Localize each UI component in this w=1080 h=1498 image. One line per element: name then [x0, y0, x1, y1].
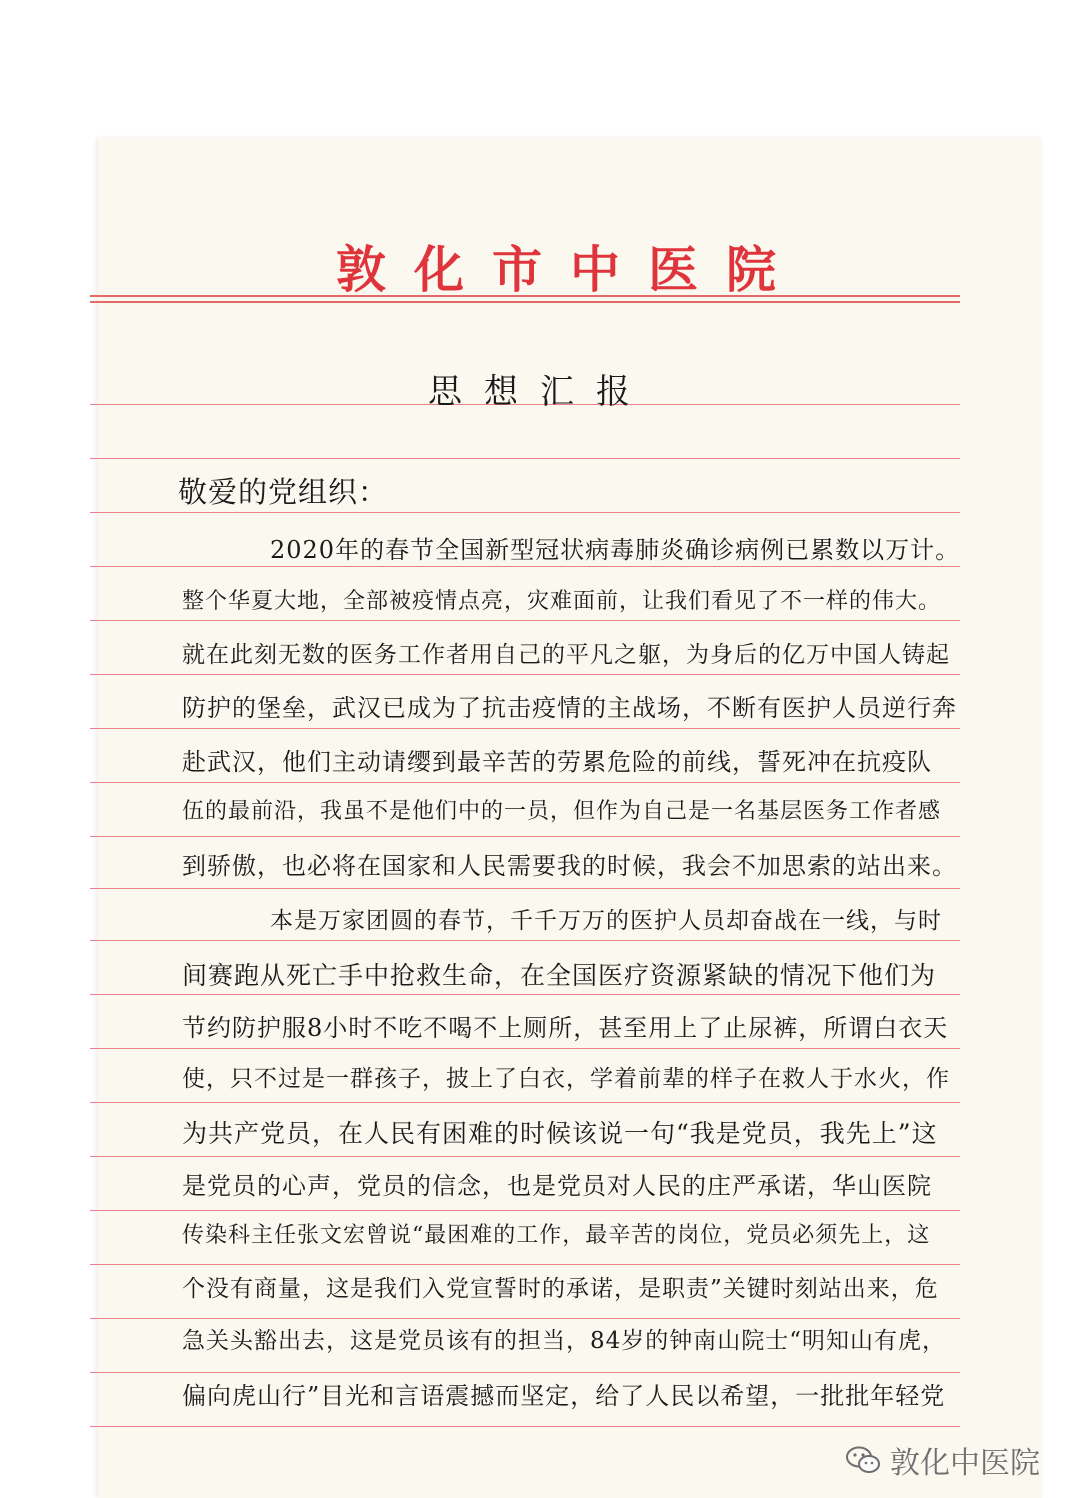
body-line: 就在此刻无数的医务工作者用自己的平凡之躯，为身后的亿万中国人铸起: [182, 642, 950, 668]
ruled-line: [90, 994, 960, 995]
ruled-line: [90, 782, 960, 783]
body-line: 急关头豁出去，这是党员该有的担当，84岁的钟南山院士“明知山有虎，: [182, 1328, 947, 1354]
body-line: 是党员的心声，党员的信念，也是党员对人民的庄严承诺，华山医院: [182, 1172, 932, 1200]
ruled-line: [90, 940, 960, 941]
body-line: 2020年的春节全国新型冠状病毒肺炎确诊病例已累数以万计。: [270, 536, 961, 564]
body-line: 赴武汉，他们主动请缨到最辛苦的劳累危险的前线，誓死冲在抗疫队: [182, 748, 932, 776]
body-line: 间赛跑从死亡手中抢救生命，在全国医疗资源紧缺的情况下他们为: [182, 961, 937, 990]
ruled-line: [90, 674, 960, 675]
wechat-icon: [846, 1446, 880, 1474]
ruled-line: [90, 728, 960, 729]
letterhead-rule-top: [90, 295, 960, 297]
greeting: 敬爱的党组织：: [178, 475, 389, 509]
body-line: 节约防护服8小时不吃不喝不上厕所，甚至用上了止尿裤，所谓白衣天: [182, 1014, 949, 1042]
body-line: 本是万家团圆的春节，千千万万的医护人员却奋战在一线，与时: [270, 908, 942, 934]
watermark-label: 敦化中医院: [890, 1446, 1040, 1481]
ruled-line: [90, 512, 960, 513]
wechat-watermark: [846, 1438, 1040, 1482]
ruled-line: [90, 1318, 960, 1319]
body-line: 使，只不过是一群孩子，披上了白衣，学着前辈的样子在救人于水火，作: [182, 1066, 950, 1092]
body-line: 防护的堡垒，武汉已成为了抗击疫情的主战场，不断有医护人员逆行奔: [182, 694, 957, 722]
body-line: 个没有商量，这是我们入党宣誓时的承诺，是职责”关键时刻站出来，危: [182, 1276, 939, 1302]
ruled-line: [90, 1264, 960, 1265]
body-line: 整个华夏大地，全部被疫情点亮，灾难面前，让我们看见了不一样的伟大。: [182, 589, 942, 614]
ruled-line: [90, 1048, 960, 1049]
ruled-line: [90, 836, 960, 837]
ruled-line: [90, 566, 960, 567]
document-heading: 思想汇报: [428, 372, 652, 412]
ruled-line: [90, 1156, 960, 1157]
body-line: 偏向虎山行”目光和言语震撼而坚定，给了人民以希望，一批批年轻党: [182, 1382, 946, 1410]
ruled-line: [90, 888, 960, 889]
body-line: 到骄傲，也必将在国家和人民需要我的时候，我会不加思索的站出来。: [182, 852, 957, 880]
body-line: 伍的最前沿，我虽不是他们中的一员，但作为自己是一名基层医务工作者感: [182, 799, 942, 824]
body-line: 为共产党员，在人民有困难的时候该说一句“我是党员，我先上”这: [182, 1119, 938, 1148]
ruled-line: [90, 620, 960, 621]
ruled-line: [90, 458, 960, 459]
letterhead-title: 敦化市中医院: [336, 240, 804, 299]
ruled-line: [90, 1210, 960, 1211]
ruled-line: [90, 1102, 960, 1103]
ruled-line: [90, 1372, 960, 1373]
body-line: 传染科主任张文宏曾说“最困难的工作，最辛苦的岗位，党员必须先上，这: [182, 1223, 931, 1248]
letterhead-rule-bottom: [90, 301, 960, 303]
ruled-line: [90, 1426, 960, 1427]
